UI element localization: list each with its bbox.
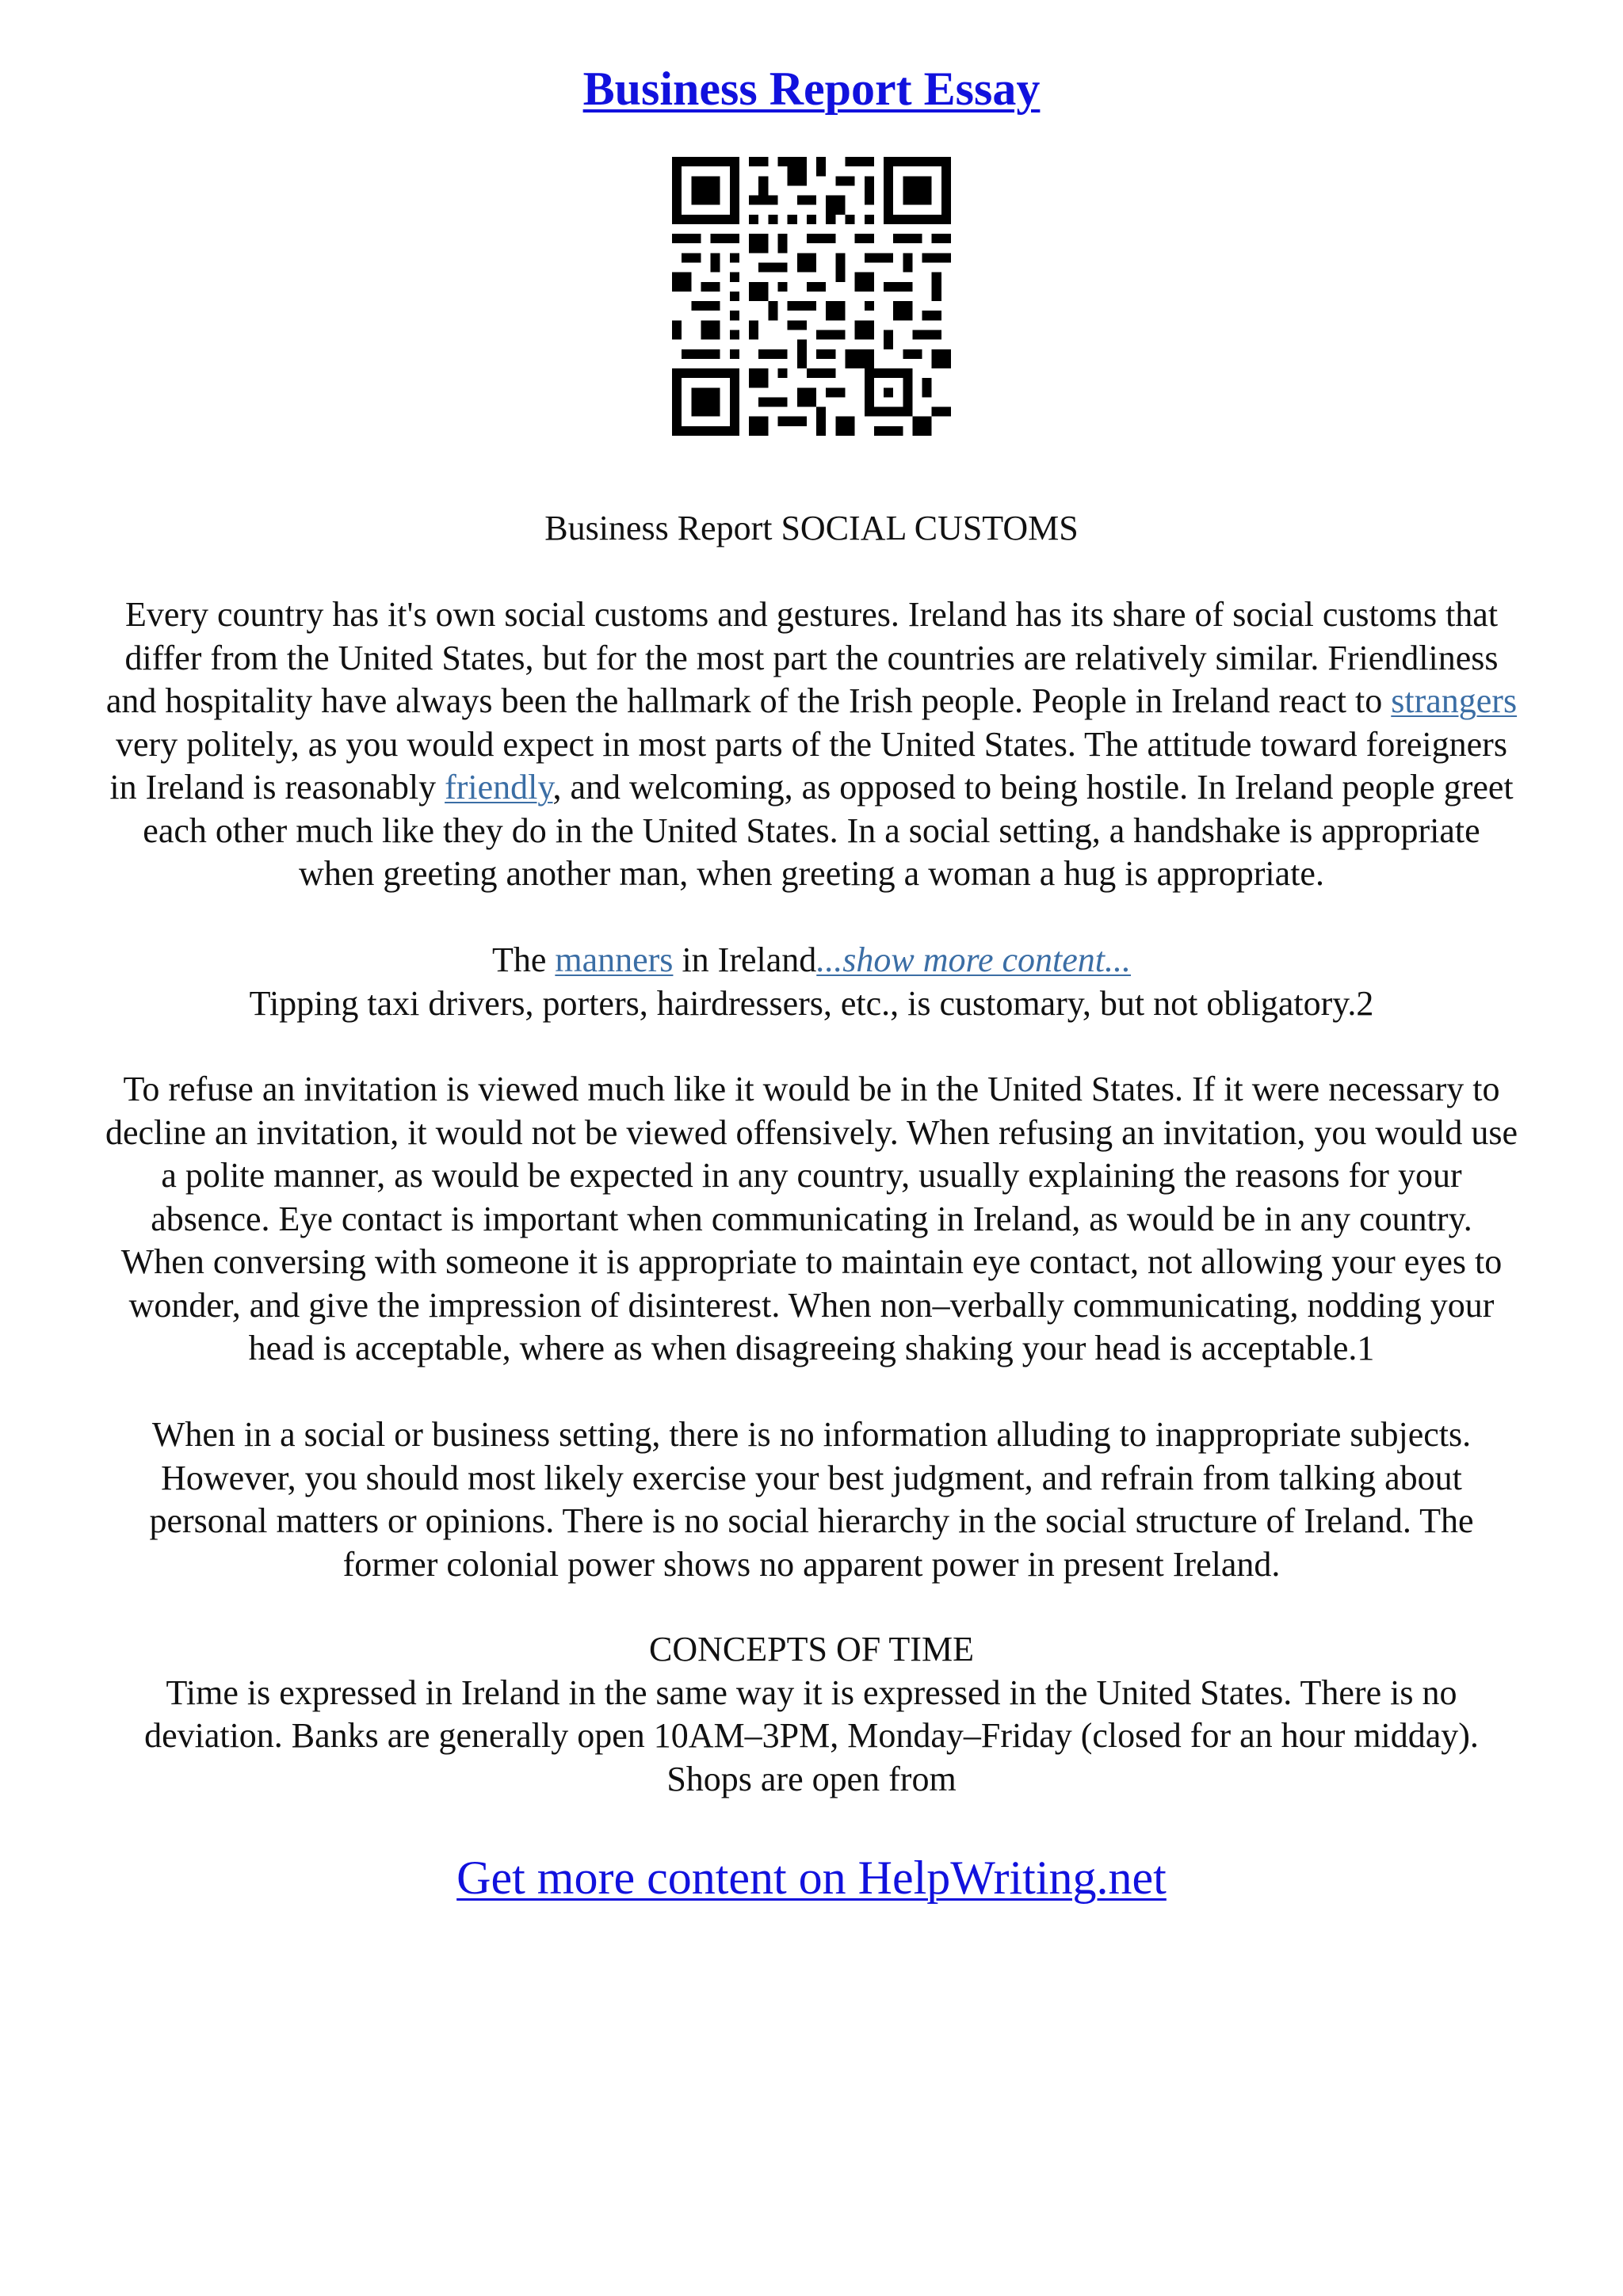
text-line bbox=[48, 939, 1575, 982]
text-line: each other much like they do in the United States. In a social setting, a handshake is appropriate bbox=[143, 810, 1480, 850]
text-line: To refuse an invitation is viewed much like it would be in the United States. If it were necessary to bbox=[123, 1070, 1500, 1108]
text-line: a polite manner, as would be expected in any country, usually explaining the reasons for your bbox=[161, 1156, 1462, 1195]
footer-link[interactable]: Get more content on HelpWriting.net bbox=[456, 1852, 1167, 1904]
text-line: Time is expressed in Ireland in the same way it is expressed in the United States. There is no bbox=[166, 1672, 1457, 1712]
qr-code bbox=[672, 157, 951, 436]
text-line: When in a social or business setting, there is no information alluding to inappropriate subjects. bbox=[151, 1415, 1472, 1454]
text-span: in Ireland is reasonably bbox=[109, 768, 445, 807]
text-line: differ from the United States, but for the most part the countries are relatively similar. Friendliness bbox=[124, 638, 1499, 677]
text-line: very politely, as you would expect in most parts of the United States. The attitude toward foreigners bbox=[116, 724, 1507, 764]
section-heading: CONCEPTS OF TIME bbox=[649, 1630, 974, 1669]
paragraph-subjects bbox=[48, 1413, 1575, 1586]
text-line bbox=[48, 680, 1575, 723]
text-line: head is acceptable, where as when disagreeing shaking your head is acceptable.1 bbox=[248, 1329, 1375, 1367]
friendly-link[interactable]: friendly bbox=[445, 768, 553, 807]
text-line: decline an invitation, it would not be viewed offensively. When refusing an invitation, you would use bbox=[105, 1112, 1518, 1152]
text-span: in Ireland bbox=[673, 940, 817, 979]
text-span: , and welcoming, as opposed to being hostile. In Ireland people greet bbox=[552, 768, 1514, 807]
text-span: and hospitality have always been the hallmark of the Irish people. People in Ireland react to bbox=[105, 681, 1392, 720]
text-span: The bbox=[491, 940, 556, 979]
text-line: former colonial power shows no apparent power in present Ireland. bbox=[342, 1544, 1281, 1584]
text-line: When conversing with someone it is appropriate to maintain eye contact, not allowing your eyes to bbox=[120, 1242, 1503, 1281]
show-more-link[interactable]: ...show more content... bbox=[816, 940, 1132, 979]
text-line: when greeting another man, when greeting a woman a hug is appropriate. bbox=[299, 854, 1324, 893]
text-line: Tipping taxi drivers, porters, hairdressers, etc., is customary, but not obligatory.2 bbox=[249, 983, 1374, 1023]
paragraph-manners bbox=[48, 939, 1575, 1025]
text-line bbox=[48, 766, 1575, 810]
footer bbox=[0, 1846, 1623, 1909]
title-link[interactable]: Business Report Essay bbox=[582, 63, 1041, 115]
strangers-link[interactable]: strangers bbox=[1391, 681, 1518, 720]
manners-link[interactable]: manners bbox=[555, 940, 674, 979]
paragraph-social-customs bbox=[48, 593, 1575, 896]
text-line: absence. Eye contact is important when communicating in Ireland, as would be in any country. bbox=[151, 1199, 1472, 1238]
text-line: wonder, and give the impression of disinterest. When non–verbally communicating, nodding your bbox=[128, 1285, 1495, 1325]
document-title bbox=[0, 55, 1623, 122]
report-heading: Business Report SOCIAL CUSTOMS bbox=[544, 509, 1079, 547]
text-line: deviation. Banks are generally open 10AM–3PM, Monday–Friday (closed for an hour midday). bbox=[144, 1716, 1479, 1755]
text-line: Every country has it's own social customs and gestures. Ireland has its share of social customs that bbox=[124, 595, 1499, 634]
text-line: Shops are open from bbox=[666, 1759, 957, 1798]
text-line: However, you should most likely exercise your best judgment, and refrain from talking about bbox=[161, 1458, 1462, 1497]
paragraph-concepts-of-time bbox=[48, 1628, 1575, 1801]
text-line: personal matters or opinions. There is no social hierarchy in the social structure of Ireland. The bbox=[149, 1501, 1474, 1540]
paragraph-invitations bbox=[48, 1068, 1575, 1371]
